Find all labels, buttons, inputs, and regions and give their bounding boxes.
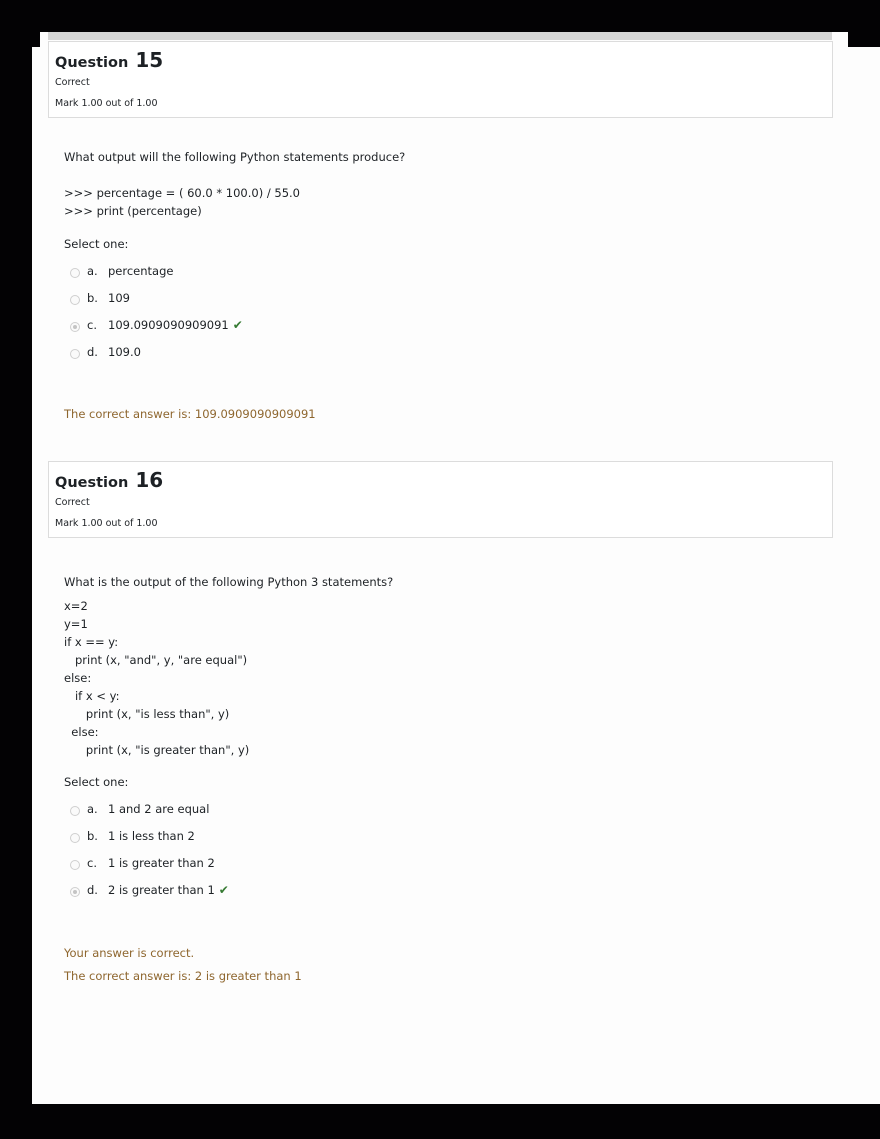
code-line: print (x, "is less than", y): [64, 707, 230, 721]
question-number: 15: [135, 48, 164, 72]
question-title: [55, 48, 163, 72]
option-letter: c.: [87, 318, 97, 332]
question-label: Question: [55, 475, 129, 491]
option-text: 109: [108, 291, 130, 305]
question-state: Correct: [55, 77, 90, 88]
question-grade: Mark 1.00 out of 1.00: [55, 518, 158, 529]
answer-option-d[interactable]: [70, 344, 141, 360]
check-icon: ✔: [232, 318, 243, 332]
question-title: [55, 468, 163, 492]
option-text: 2 is greater than 1: [108, 883, 215, 897]
answer-option-c[interactable]: [70, 855, 215, 871]
select-one-label: Select one:: [64, 237, 129, 251]
question-16-info-box: [48, 461, 833, 538]
radio-button[interactable]: [70, 860, 80, 870]
code-line: y=1: [64, 617, 88, 631]
option-text: 109.0: [108, 345, 141, 359]
code-line: x=2: [64, 599, 88, 613]
option-letter: a.: [87, 802, 98, 816]
radio-button-selected[interactable]: [70, 322, 80, 332]
option-text: 1 is greater than 2: [108, 856, 215, 870]
option-text: 1 and 2 are equal: [108, 802, 210, 816]
radio-button[interactable]: [70, 268, 80, 278]
radio-button[interactable]: [70, 833, 80, 843]
option-text: 109.0909090909091: [108, 318, 229, 332]
answer-option-b[interactable]: [70, 290, 130, 306]
question-grade: Mark 1.00 out of 1.00: [55, 98, 158, 109]
code-line: >>> print (percentage): [64, 204, 202, 218]
question-label: Question: [55, 55, 129, 71]
general-feedback: Your answer is correct.: [64, 946, 195, 960]
question-state: Correct: [55, 497, 90, 508]
answer-option-a[interactable]: [70, 801, 209, 817]
code-line: else:: [64, 725, 99, 739]
code-line: print (x, "and", y, "are equal"): [64, 653, 248, 667]
code-line: else:: [64, 671, 92, 685]
radio-button[interactable]: [70, 349, 80, 359]
check-icon: ✔: [218, 883, 229, 897]
question-prompt: What is the output of the following Python 3 statements?: [64, 575, 394, 589]
option-text: 1 is less than 2: [108, 829, 195, 843]
radio-button[interactable]: [70, 806, 80, 816]
option-letter: a.: [87, 264, 98, 278]
select-one-label: Select one:: [64, 775, 129, 789]
option-letter: d.: [87, 883, 98, 897]
option-letter: d.: [87, 345, 98, 359]
right-answer-feedback: The correct answer is: 2 is greater than 1: [64, 969, 302, 983]
code-line: if x < y:: [64, 689, 120, 703]
code-line: print (x, "is greater than", y): [64, 743, 250, 757]
option-letter: b.: [87, 829, 98, 843]
radio-button[interactable]: [70, 295, 80, 305]
answer-option-c[interactable]: [70, 317, 243, 333]
right-answer-feedback: The correct answer is: 109.0909090909091: [64, 407, 316, 421]
option-letter: b.: [87, 291, 98, 305]
answer-option-b[interactable]: [70, 828, 195, 844]
code-line: >>> percentage = ( 60.0 * 100.0) / 55.0: [64, 186, 300, 200]
question-prompt: What output will the following Python statements produce?: [64, 150, 406, 164]
option-text: percentage: [108, 264, 174, 278]
question-number: 16: [135, 468, 164, 492]
previous-question-bottom-bar: [48, 32, 832, 40]
option-letter: c.: [87, 856, 97, 870]
answer-option-a[interactable]: [70, 263, 173, 279]
answer-option-d[interactable]: [70, 882, 229, 898]
code-line: if x == y:: [64, 635, 119, 649]
question-15-info-box: [48, 41, 833, 118]
radio-button-selected[interactable]: [70, 887, 80, 897]
